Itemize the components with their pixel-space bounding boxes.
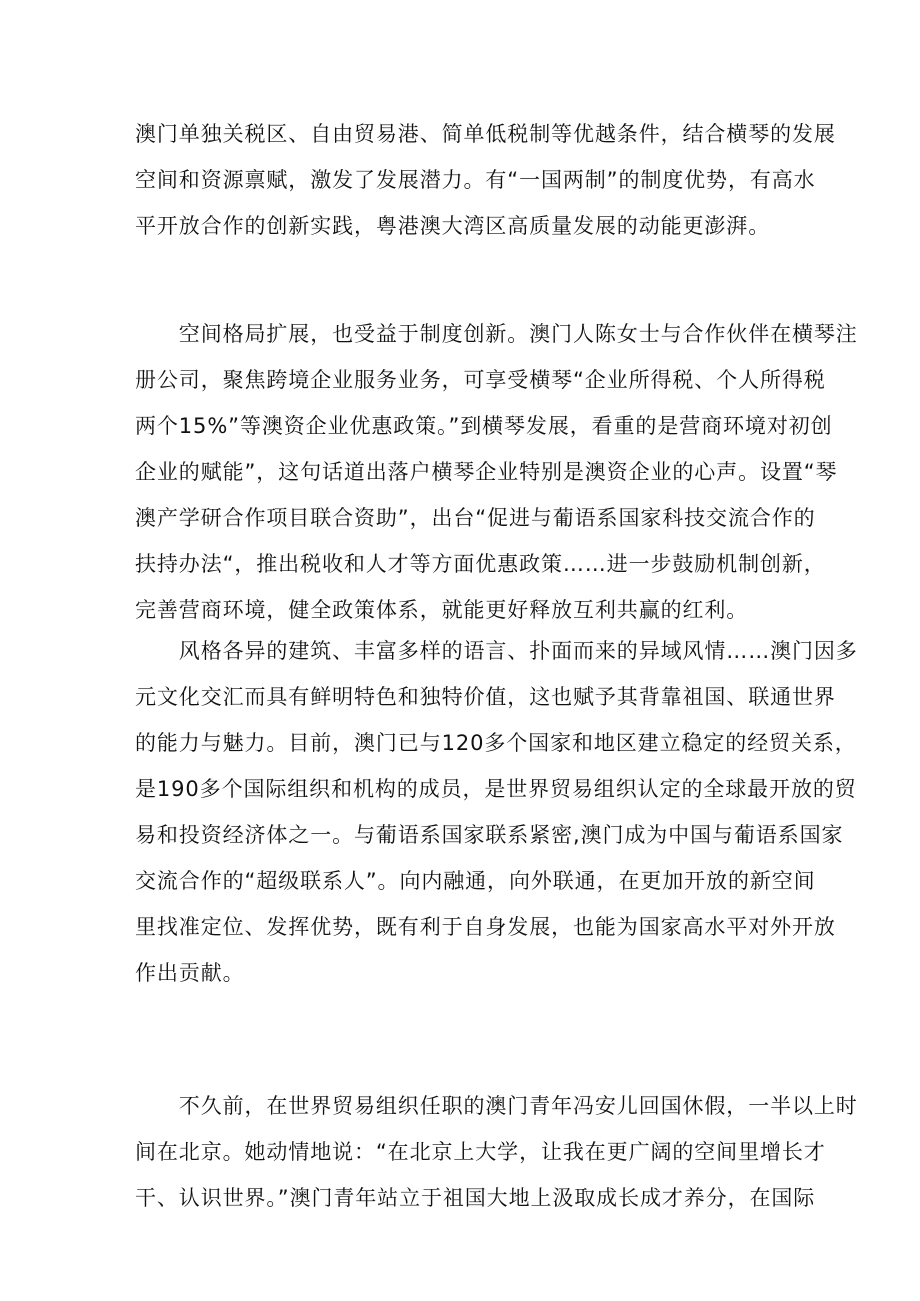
text-line: 澳产学研合作项目联合资助”，出台“促进与葡语系国家科技交流合作的 — [135, 506, 816, 530]
text-line: 元文化交汇而具有鲜明特色和独特价值，这也赋予其背靠祖国、联通世界 — [135, 685, 836, 709]
text-line: 易和投资经济体之一。与葡语系国家联系紧密,澳门成为中国与葡语系国家 — [135, 823, 844, 847]
text-line: 平开放合作的创新实践，粤港澳大湾区高质量发展的动能更澎湃。 — [135, 214, 771, 238]
text-line: 干、认识世界。”澳门青年站立于祖国大地上汲取成长成才养分，在国际 — [135, 1186, 816, 1210]
text-line: 的能力与魅力。目前，澳门已与120多个国家和地区建立稳定的经贸关系， — [135, 731, 857, 755]
text-line: 空间和资源禀赋，激发了发展潜力。有“一国两制”的制度优势，有高水 — [135, 168, 816, 192]
text-line: 两个15%”等澳资企业优惠政策。”到横琴发展，看重的是营商环境对初创 — [135, 414, 833, 438]
text-line: 作出贡献。 — [135, 961, 245, 985]
text-line: 间在北京。她动情地说：“在北京上大学，让我在更广阔的空间里增长才 — [135, 1140, 826, 1164]
paragraph-4 — [135, 1083, 858, 1221]
paragraph-2 — [135, 311, 858, 633]
text-line: 交流合作的“超级联系人”。向内融通，向外联通，在更加开放的新空间 — [135, 869, 816, 893]
text-line: 册公司，聚焦跨境企业服务业务，可享受横琴“企业所得税、个人所得税 — [135, 368, 826, 392]
text-line: 企业的赋能”，这句话道出落户横琴企业特别是澳资企业的心声。设置“琴 — [135, 460, 838, 484]
text-line: 不久前，在世界贸易组织任职的澳门青年冯安儿回国休假，一半以上时 — [135, 1094, 858, 1118]
text-line: 完善营商环境，健全政策体系，就能更好释放互利共赢的红利。 — [135, 598, 749, 622]
text-line: 是190多个国际组织和机构的成员，是世界贸易组织认定的全球最开放的贸 — [135, 777, 857, 801]
text-line: 扶持办法“，推出税收和人才等方面优惠政策……进一步鼓励机制创新， — [135, 552, 826, 576]
paragraph-3 — [135, 628, 858, 996]
paragraph-1 — [135, 111, 836, 249]
text-line: 里找准定位、发挥优势，既有利于自身发展，也能为国家高水平对外开放 — [135, 915, 836, 939]
text-line: 空间格局扩展，也受益于制度创新。澳门人陈女士与合作伙伴在横琴注 — [135, 322, 858, 346]
text-line: 风格各异的建筑、丰富多样的语言、扑面而来的异域风情……澳门因多 — [135, 639, 858, 663]
text-line: 澳门单独关税区、自由贸易港、简单低税制等优越条件，结合横琴的发展 — [135, 122, 836, 146]
